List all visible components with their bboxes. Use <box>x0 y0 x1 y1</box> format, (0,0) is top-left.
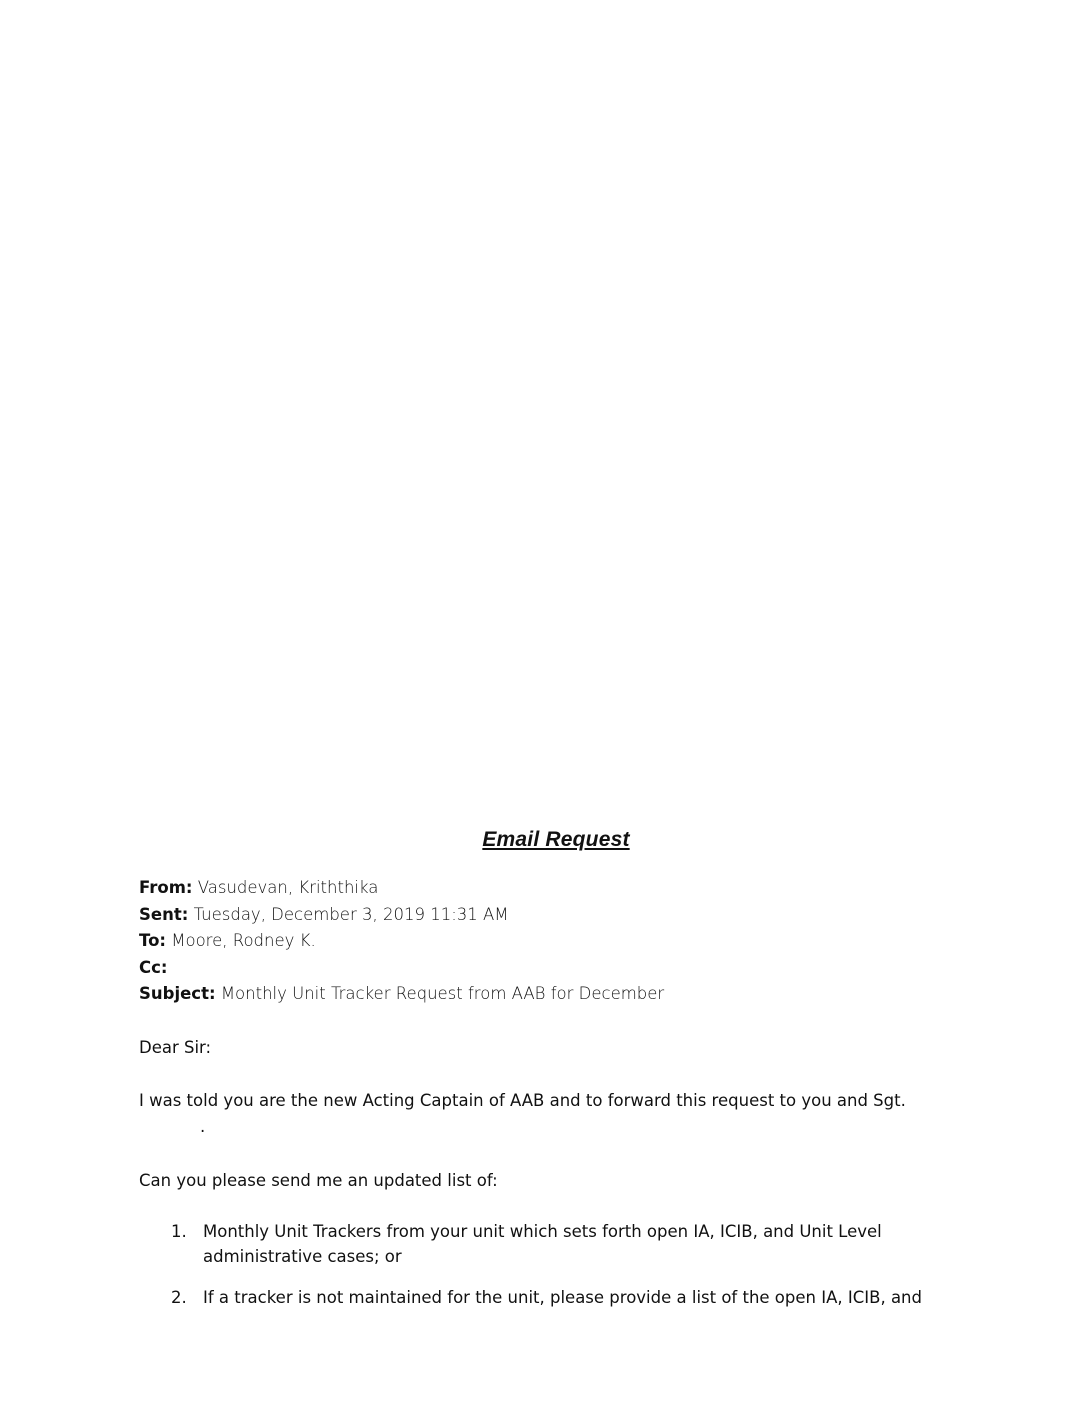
header-cc <box>139 955 664 982</box>
header-cc-label: Cc: <box>139 957 168 977</box>
header-to-label: To: <box>139 931 166 950</box>
greeting: Dear Sir: <box>139 1038 212 1057</box>
header-to-value: Moore, Rodney K. <box>171 931 316 950</box>
list-item-number: 1. <box>171 1222 187 1241</box>
list-item-text: Monthly Unit Trackers from your unit which sets forth open IA, ICIB, and Unit Level administrative cases; or <box>203 1222 882 1266</box>
header-subject-label: Subject: <box>139 984 216 1003</box>
list-item-text: If a tracker is not maintained for the unit, please provide a list of the open IA, ICIB, and <box>203 1288 922 1307</box>
header-sent-label: Sent: <box>139 904 189 924</box>
header-from <box>139 875 664 902</box>
header-from-value: Vasudevan, Kriththika <box>197 878 379 897</box>
header-sent-value: Tuesday, December 3, 2019 11:31 AM <box>193 904 509 924</box>
paragraph-request: Can you please send me an updated list of: <box>139 1171 498 1190</box>
email-header-block <box>139 875 664 1008</box>
request-list <box>171 1220 971 1328</box>
header-sent <box>139 902 664 929</box>
list-item <box>171 1286 971 1311</box>
redacted-name-dot: . <box>200 1117 206 1136</box>
list-item-number: 2. <box>171 1288 187 1307</box>
header-subject-value: Monthly Unit Tracker Request from AAB for December <box>220 984 665 1003</box>
document-title: Email Request <box>482 828 630 851</box>
header-subject <box>139 981 664 1008</box>
header-from-label: From: <box>139 878 193 897</box>
list-item <box>171 1220 971 1269</box>
paragraph-intro: I was told you are the new Acting Captain of AAB and to forward this request to you and Sgt. <box>139 1091 906 1110</box>
header-to <box>139 928 664 955</box>
